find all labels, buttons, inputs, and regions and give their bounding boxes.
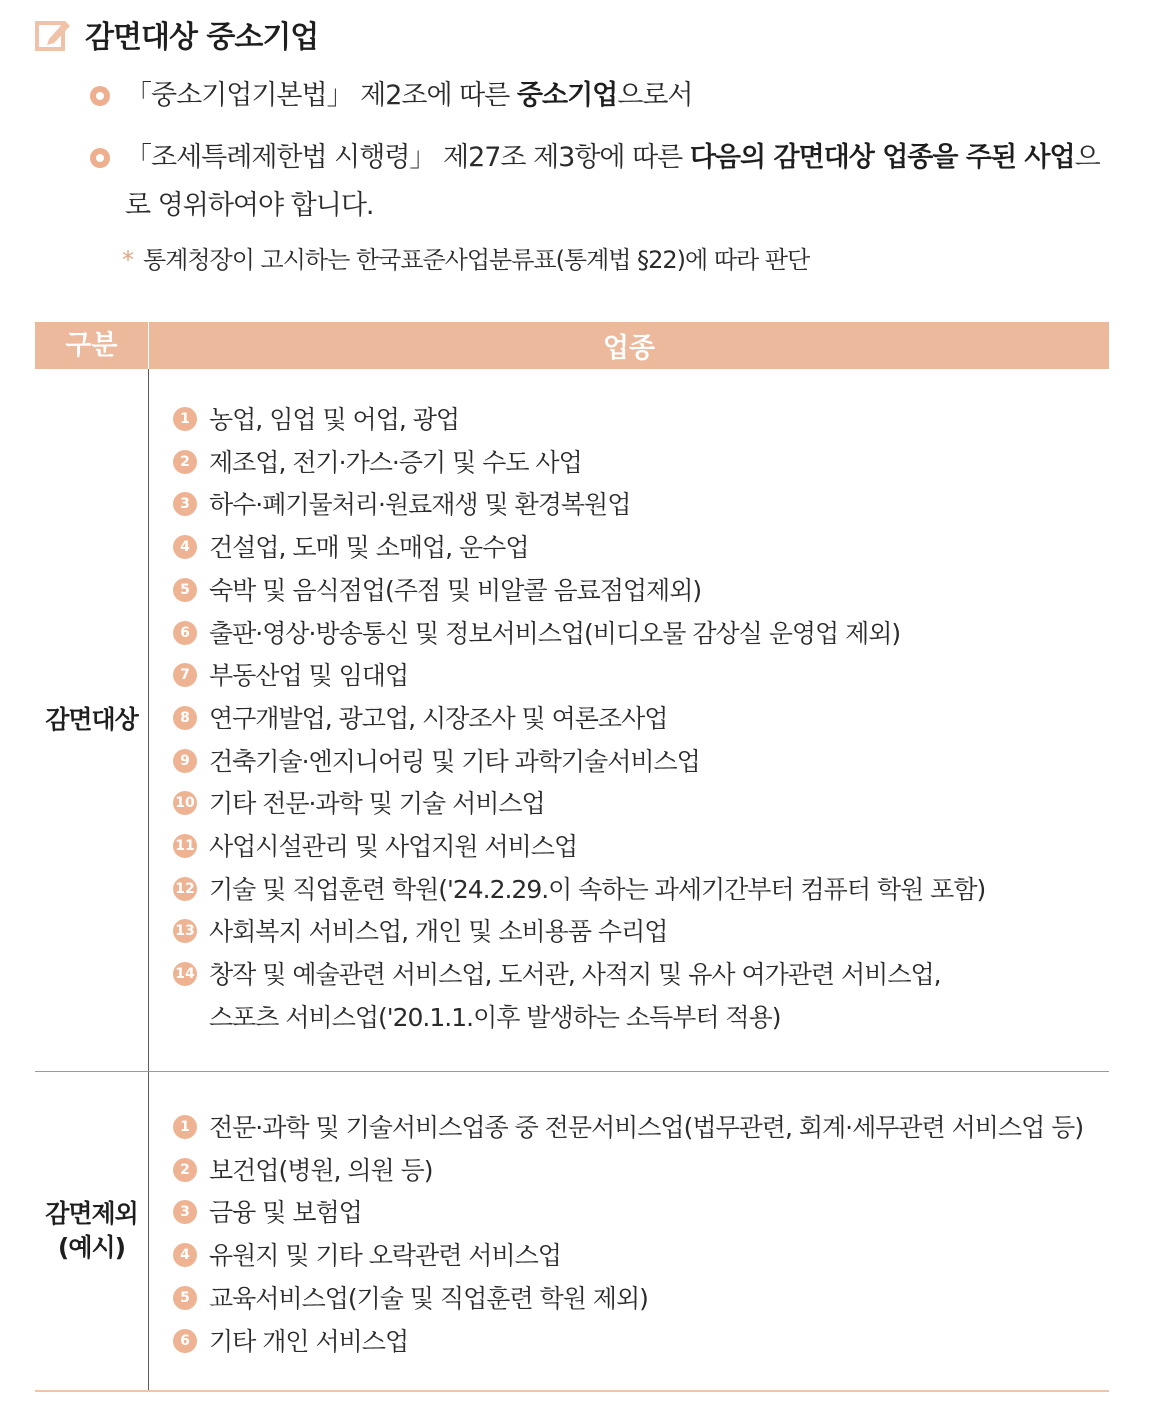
item-text: 기술 및 직업훈련 학원('24.2.29.이 속하는 과세기간부터 컴퓨터 학원 포함) (209, 874, 986, 904)
bullet-text-bold: 다음의 감면대상 업종을 주된 사업 (689, 142, 1075, 173)
bullet-text-pre: 「중소기업기본법」 제2조에 따른 (125, 80, 517, 111)
bullet-text-post: 으로서 (617, 80, 693, 111)
list-item (173, 655, 1109, 698)
item-text: 숙박 및 음식점업(주점 및 비알콜 음료점업제외) (209, 575, 702, 605)
number-badge: 4 (173, 535, 197, 559)
list-item (173, 1278, 1109, 1321)
category-cell: 감면대상 (35, 369, 149, 1071)
bullet-text (125, 72, 1110, 120)
item-text: 제조업, 전기·가스·증기 및 수도 사업 (209, 447, 582, 477)
category-label: 감면제외 (예시) (45, 1199, 138, 1262)
list-item (173, 399, 1109, 442)
list-item (173, 783, 1109, 826)
bullet-dot-icon (90, 86, 110, 106)
number-badge: 5 (173, 1286, 197, 1310)
item-text: 창작 및 예술관련 서비스업, 도서관, 사적지 및 유사 여가관련 서비스업, 스포츠 서비스업('20.1.1.이후 발생하는 소득부터 적용) (209, 960, 941, 1032)
bullet-item (90, 72, 1110, 120)
number-badge: 13 (173, 919, 197, 943)
item-text: 교육서비스업(기술 및 직업훈련 학원 제외) (209, 1283, 648, 1313)
item-text: 유원지 및 기타 오락관련 서비스업 (209, 1241, 561, 1271)
number-badge: 1 (173, 407, 197, 431)
number-badge: 3 (173, 492, 197, 516)
item-text: 농업, 임업 및 어업, 광업 (209, 405, 460, 434)
list-item (173, 442, 1109, 485)
number-badge: 14 (173, 962, 197, 986)
number-badge: 12 (173, 877, 197, 901)
number-badge: 1 (173, 1115, 197, 1139)
footnote-text: 통계청장이 고시하는 한국표준사업분류표(통계법 §22)에 따라 판단 (143, 246, 810, 274)
industry-list (149, 369, 1109, 1071)
industry-table (35, 322, 1109, 1390)
number-badge: 5 (173, 578, 197, 602)
table-section-eligible (35, 369, 1109, 1072)
list-item (173, 869, 1109, 912)
list-item (173, 1192, 1109, 1235)
item-text: 기타 전문·과학 및 기술 서비스업 (209, 789, 545, 819)
bullet-item (90, 134, 1110, 230)
list-item (173, 826, 1109, 869)
list-item (173, 1107, 1109, 1150)
list-item (173, 698, 1109, 741)
list-item (173, 954, 1109, 1039)
section-header (35, 12, 318, 56)
number-badge: 6 (173, 621, 197, 645)
list-item (173, 1150, 1109, 1193)
number-badge: 3 (173, 1200, 197, 1224)
category-cell (35, 1072, 149, 1390)
number-badge: 2 (173, 1158, 197, 1182)
number-badge: 11 (173, 834, 197, 858)
item-text: 전문·과학 및 기술서비스업종 중 전문서비스업(법무관련, 회계·세무관련 서비스업 등) (209, 1113, 1084, 1142)
number-badge: 10 (173, 791, 197, 815)
number-badge: 7 (173, 663, 197, 687)
bullet-text-post: 으로 영위하여야 합니다. (125, 142, 1100, 221)
number-badge: 6 (173, 1329, 197, 1353)
list-item (173, 1235, 1109, 1278)
bullet-dot-icon (90, 148, 110, 168)
number-badge: 8 (173, 706, 197, 730)
item-text: 건설업, 도매 및 소매업, 운수업 (209, 533, 529, 563)
item-text: 사회복지 서비스업, 개인 및 소비용품 수리업 (209, 917, 668, 947)
item-text: 금융 및 보험업 (209, 1198, 362, 1228)
item-text: 출판·영상·방송통신 및 정보서비스업(비디오물 감상실 운영업 제외) (209, 618, 901, 648)
item-text: 기타 개인 서비스업 (209, 1326, 409, 1356)
page-title: 감면대상 중소기업 (85, 20, 319, 55)
number-badge: 4 (173, 1243, 197, 1267)
bullet-text-pre: 「조세특례제한법 시행령」 제27조 제3항에 따른 (125, 142, 690, 173)
header-category: 구분 (35, 322, 149, 369)
table-header (35, 322, 1109, 369)
table-bottom-divider (35, 1390, 1109, 1392)
list-item (173, 741, 1109, 784)
header-industry: 업종 (602, 333, 656, 364)
list-item (173, 527, 1109, 570)
industry-list (149, 1072, 1109, 1390)
asterisk-icon: * (122, 246, 133, 274)
list-item (173, 1321, 1109, 1364)
item-text: 보건업(병원, 의원 등) (209, 1155, 433, 1185)
number-badge: 2 (173, 450, 197, 474)
list-item (173, 570, 1109, 613)
bullet-text-bold: 중소기업 (516, 80, 618, 111)
number-badge: 9 (173, 749, 197, 773)
list-item (173, 613, 1109, 656)
item-text: 사업시설관리 및 사업지원 서비스업 (209, 832, 578, 862)
list-item (173, 484, 1109, 527)
item-text: 건축기술·엔지니어링 및 기타 과학기술서비스업 (209, 746, 700, 776)
list-item (173, 911, 1109, 954)
item-text: 하수·폐기물처리·원료재생 및 환경복원업 (209, 490, 631, 520)
footnote (122, 240, 809, 280)
edit-pencil-icon (35, 15, 73, 53)
item-text: 부동산업 및 임대업 (209, 661, 409, 691)
table-section-excluded (35, 1072, 1109, 1390)
bullet-text (125, 134, 1110, 230)
item-text: 연구개발업, 광고업, 시장조사 및 여론조사업 (209, 703, 668, 733)
